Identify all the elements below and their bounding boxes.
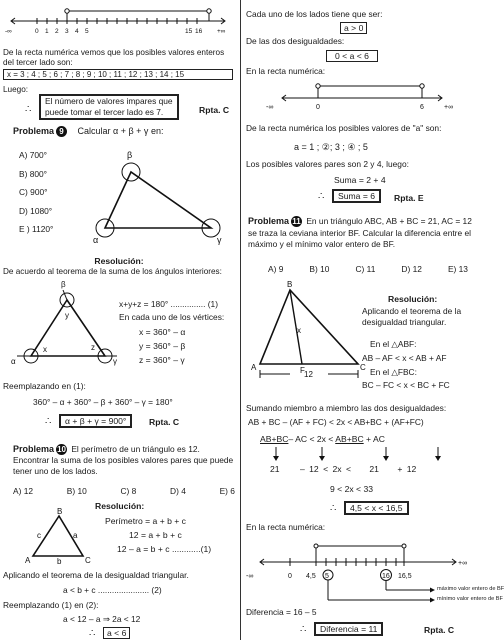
equation-z: z = 360° – γ xyxy=(139,355,185,365)
problem-label: Problema xyxy=(13,126,55,136)
paragraph-text: En la recta numérica: xyxy=(246,522,326,532)
option-b: B) 10 xyxy=(66,486,87,496)
tick-label: 15 xyxy=(185,28,193,35)
answer-box: a < 6 xyxy=(103,627,130,639)
equation-12: 12 = a + b + c xyxy=(129,530,182,540)
tick-label: 0 xyxy=(288,573,292,580)
option-e: E) 6 xyxy=(219,486,235,496)
vertex-c-label: C xyxy=(360,363,366,372)
tick-label: 6 xyxy=(420,104,424,111)
inequality-fbc: BC – FC < x < BC + FC xyxy=(362,380,450,390)
paragraph-text: Los posibles valores pares son 2 y 4, luego: xyxy=(246,159,409,169)
paragraph-text: De la recta numérica los posibles valores de "a" son: xyxy=(246,123,442,133)
column-divider xyxy=(240,0,241,640)
odd-note-line2: puede tomar el tercer lado es 7. xyxy=(45,106,164,117)
tick-label: -∞ xyxy=(266,104,274,111)
tick-label: 16,5 xyxy=(398,573,412,580)
inequality-abf: AB – AF < x < AB + AF xyxy=(362,353,447,363)
problem-statement: El perímetro de un triángulo es 12. Encontrar la suma de los posibles valores pares que puede tener uno de los lados. xyxy=(13,444,234,476)
paragraph-text: De las dos desigualdades: xyxy=(246,36,345,46)
vertex-c-label: C xyxy=(85,556,91,565)
resolution-title: Resolución: xyxy=(95,501,145,511)
perimeter-equation: Perímetro = a + b + c xyxy=(105,516,186,526)
tick-label: 16 xyxy=(195,28,203,35)
right-column xyxy=(246,0,504,640)
equation-y: y = 360° – β xyxy=(139,341,186,351)
problem-label: Problema xyxy=(248,216,290,226)
grouped-inequality xyxy=(260,434,385,444)
problem-11-options xyxy=(268,265,468,275)
cevian-x-label: x xyxy=(297,326,301,335)
triangle-inequality: a < b + c ...................... (2) xyxy=(63,585,162,595)
problem-number-badge: 11 xyxy=(292,217,301,226)
tick-label: 2 xyxy=(55,28,59,35)
tick-label: -∞ xyxy=(246,573,254,580)
paragraph-text: En la recta numérica: xyxy=(246,66,326,76)
answer-label: Rpta. E xyxy=(394,193,424,203)
range-box: 0 < a < 6 xyxy=(326,50,378,62)
x-label: x xyxy=(43,345,47,354)
difference-equation: Diferencia = 16 – 5 xyxy=(246,607,317,617)
problem-number-badge: 10 xyxy=(57,445,66,454)
problem-statement: Calcular α + β + γ en: xyxy=(77,126,164,136)
problem-number-badge: 9 xyxy=(56,126,67,137)
option-a: A) 700° xyxy=(19,150,48,160)
equation-sum-angles: x+y+z = 180° ............... (1) xyxy=(119,299,219,309)
triangle-fbc-title: En el △FBC: xyxy=(370,367,417,377)
problem-label: Problema xyxy=(13,444,55,454)
tick-label: 3 xyxy=(65,28,69,35)
a-positive-box: a > 0 xyxy=(340,22,367,34)
answer-box: Diferencia = 11 xyxy=(314,622,383,636)
option-c: C) 900° xyxy=(19,187,48,198)
resolution-title: Resolución: xyxy=(94,256,144,266)
values-list-box: x = 3 ; 4 ; 5 ; 6 ; 7 ; 8 ; 9 ; 10 ; 11 ; 12 ; 13 ; 14 ; 15 xyxy=(3,69,233,80)
tick-label: 16 xyxy=(382,573,390,580)
substitution-equation: 360° – α + 360° – β + 360° – γ = 180° xyxy=(33,397,173,407)
vertex-a-label: A xyxy=(25,556,31,565)
inequality-end: + AC xyxy=(363,434,385,444)
alpha-label: α xyxy=(93,235,99,245)
z-label: z xyxy=(91,343,95,352)
option-b: B) 10 xyxy=(309,264,330,274)
problem-10-options xyxy=(13,487,235,497)
tick-label: 5 xyxy=(325,573,329,580)
answer-label: Rpta. C xyxy=(199,105,230,115)
plus-sign: + xyxy=(397,464,403,474)
inequality-middle: – AC < 2x < xyxy=(288,434,336,444)
replace-label: Reemplazando en (1): xyxy=(3,381,86,391)
tick-label: +∞ xyxy=(444,104,454,111)
tick-label: 0 xyxy=(316,104,320,111)
problem-10-header xyxy=(13,444,235,476)
number-line-2 xyxy=(246,80,478,112)
number-line-1 xyxy=(3,4,235,44)
vertex-b-label: B xyxy=(287,280,293,289)
option-a: A) 12 xyxy=(13,486,34,496)
option-a: A) 9 xyxy=(268,264,284,274)
problem-11-triangle-figure xyxy=(250,278,370,382)
triangle-abf-title: En el △ABF: xyxy=(370,339,417,349)
apply-theorem-text: Aplicando el teorema de la desigualdad triangular. xyxy=(3,570,189,580)
y-label: y xyxy=(65,311,69,320)
tick-label: +∞ xyxy=(458,560,468,567)
tick-label: 4,5 xyxy=(306,573,316,580)
problem-9-triangle-figure xyxy=(85,146,235,246)
tick-label: 5 xyxy=(85,28,89,35)
answer-box: α + β + γ = 900° xyxy=(59,414,132,428)
option-c: C) 11 xyxy=(355,264,376,274)
side-c-label: c xyxy=(37,531,41,540)
problem-9-header xyxy=(13,126,163,137)
odd-note-line1: El número de valores impares que xyxy=(45,96,173,106)
tick-label: 1 xyxy=(45,28,49,35)
value-12: 12 xyxy=(406,464,417,474)
side-a-label: a xyxy=(73,531,78,540)
beta-label: β xyxy=(61,280,66,289)
x-range-box: 4,5 < x < 16,5 xyxy=(344,501,409,515)
derivation-step: a < 12 – a ⇒ 2a < 12 xyxy=(63,614,141,624)
max-value-annotation: máximo valor entero de BF xyxy=(437,586,504,592)
side-b-label: b xyxy=(57,557,62,566)
alpha-label: α xyxy=(11,357,16,366)
answer-box: Suma = 6 xyxy=(332,189,381,203)
therefore-symbol: ∴ xyxy=(25,104,32,115)
therefore-symbol: ∴ xyxy=(45,416,52,427)
gamma-label: γ xyxy=(113,357,117,366)
point-f-label: F xyxy=(300,366,305,375)
option-b: B) 800° xyxy=(19,168,48,179)
down-arrows xyxy=(246,446,478,462)
option-e: E) 13 xyxy=(447,264,468,274)
minus-sign: – xyxy=(299,464,305,474)
problem-statement: En un triángulo ABC, AB + BC = 21, AC = 12 se traza la ceviana interior BF. Calcular la diferencia entre el máximo y el mínimo valor entero de BF. xyxy=(248,216,472,249)
value-21: 21 xyxy=(369,464,379,474)
sum-equation: Suma = 2 + 4 xyxy=(334,175,386,185)
therefore-symbol: ∴ xyxy=(89,628,96,639)
equation-x: x = 360° – α xyxy=(139,327,186,337)
resolution-text: Aplicando el teorema de la desigualdad triangular. xyxy=(362,306,462,327)
paragraph-text: Sumando miembro a miembro las dos desigualdades: xyxy=(246,403,447,413)
therefore-symbol: ∴ xyxy=(300,624,307,635)
value-12-lt-2x: 12 < 2x < xyxy=(309,464,351,474)
min-value-annotation: mínimo valor entero de BF xyxy=(437,596,503,602)
tick-label: 0 xyxy=(35,28,39,35)
a-values: a = 1 ; ②; 3 ; ④ ; 5 xyxy=(294,142,368,152)
group-ab-bc: AB+BC xyxy=(260,434,289,444)
therefore-symbol: ∴ xyxy=(318,191,325,202)
tick-label: -∞ xyxy=(5,28,12,35)
problem-11-header xyxy=(248,216,478,250)
value-21: 21 xyxy=(270,464,280,474)
replace-label: Reemplazando (1) en (2): xyxy=(3,600,99,610)
answer-label: Rpta. C xyxy=(424,625,455,635)
odd-count-answer-box xyxy=(39,94,179,120)
problem-9-options xyxy=(19,146,53,239)
sum-inequality: AB + BC – (AF + FC) < 2x < AB+BC + (AF+FC) xyxy=(248,417,424,427)
base-length-label: 12 xyxy=(304,370,313,379)
paragraph-text: De la recta numérica vemos que los posibles valores enteros del tercer lado son: xyxy=(3,48,225,67)
option-d: D) 1080° xyxy=(19,205,53,216)
inequality-9-33: 9 < 2x < 33 xyxy=(330,484,374,494)
option-d: D) 4 xyxy=(170,486,186,496)
problem-10-triangle-figure xyxy=(21,508,111,564)
answer-label: Rpta. C xyxy=(149,417,180,427)
resolution-text: De acuerdo al teorema de la suma de los ángulos interiores: xyxy=(3,267,222,276)
option-d: D) 12 xyxy=(401,264,422,274)
tick-label: 4 xyxy=(75,28,79,35)
numeric-substitution xyxy=(270,464,416,474)
equation-12-minus-a: 12 – a = b + c ............(1) xyxy=(117,544,212,554)
gamma-label: γ xyxy=(217,235,222,245)
problem-9-resolution-figure xyxy=(5,282,125,372)
vertex-a-label: A xyxy=(251,363,257,372)
vertex-b-label: B xyxy=(57,507,63,516)
option-c: C) 8 xyxy=(120,486,137,496)
therefore-symbol: ∴ xyxy=(330,503,337,514)
luego-label: Luego: xyxy=(3,85,29,94)
option-e: E ) 1120° xyxy=(19,224,54,235)
group-ab-bc: AB+BC xyxy=(335,434,364,444)
vertices-intro: En cada uno de los vértices: xyxy=(119,312,225,322)
resolution-title: Resolución: xyxy=(388,294,438,304)
tick-label: +∞ xyxy=(217,28,226,35)
beta-label: β xyxy=(127,150,133,160)
left-column xyxy=(3,0,235,640)
paragraph-text: Cada uno de los lados tiene que ser: xyxy=(246,9,383,19)
